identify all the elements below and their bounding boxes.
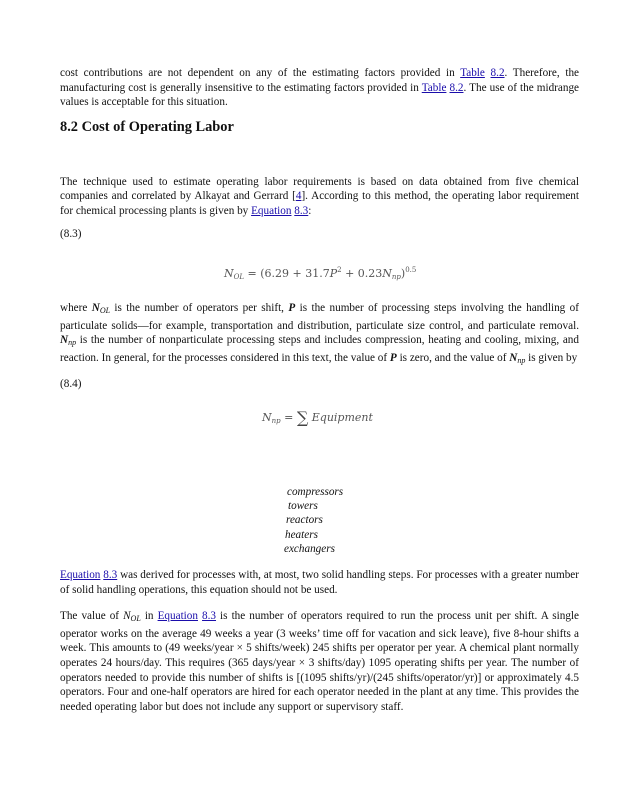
text: where bbox=[60, 302, 92, 315]
eq-symbol: N bbox=[382, 267, 392, 281]
text: cost contributions are not dependent on any of the estimating factors provided in bbox=[60, 67, 461, 79]
text: The technique used to estimate operating labor requirements is based on data obtained from five chemical companies and correlated by Alkayat and Gerrard [ bbox=[60, 175, 579, 203]
list-item: reactors bbox=[286, 514, 323, 527]
list-item: heaters bbox=[285, 528, 318, 541]
list-item: compressors bbox=[287, 486, 344, 498]
text: is zero, and the value of bbox=[396, 351, 510, 364]
var-p: P bbox=[288, 302, 296, 315]
var-subscript: OL bbox=[130, 614, 141, 624]
paragraph-technique bbox=[60, 175, 579, 219]
var-nol: N bbox=[91, 302, 100, 315]
equation-8-4 bbox=[60, 405, 579, 435]
equation-formula bbox=[224, 263, 416, 285]
var-subscript: np bbox=[68, 338, 77, 348]
var-nol: N bbox=[123, 610, 131, 623]
eq-text: + 0.23 bbox=[341, 267, 383, 281]
var-p: P bbox=[389, 351, 397, 364]
equipment-list bbox=[285, 485, 343, 556]
table-link[interactable]: Table bbox=[460, 67, 485, 79]
paragraph-intro bbox=[60, 66, 579, 110]
paragraph-operators bbox=[60, 609, 579, 714]
eq-text: ) bbox=[400, 267, 406, 281]
eq-text: = (6.29 + 31.7 bbox=[244, 267, 330, 281]
equation-link[interactable]: Equation bbox=[251, 204, 292, 217]
paragraph-validity bbox=[60, 568, 579, 597]
text: is the number of processing steps involving the handling of particulate solids—for example, transportation and distribution, particulate size control, and particulate removal. bbox=[60, 302, 579, 332]
eq-text: = bbox=[280, 411, 297, 425]
reference-link[interactable]: 4 bbox=[295, 190, 302, 203]
section-heading: 8.2 Cost of Operating Labor bbox=[60, 118, 234, 135]
table-number-link[interactable]: 8.2 bbox=[449, 81, 464, 94]
eq-symbol: N bbox=[262, 411, 272, 425]
equation-8-3 bbox=[60, 257, 579, 287]
equation-number-link[interactable]: 8.3 bbox=[103, 569, 118, 581]
text: : bbox=[308, 204, 312, 217]
eq-subscript: OL bbox=[233, 273, 245, 282]
table-number-link[interactable]: 8.2 bbox=[490, 67, 505, 79]
equation-formula bbox=[262, 408, 373, 429]
paragraph-definitions bbox=[60, 301, 579, 368]
table-link[interactable]: Table bbox=[421, 81, 447, 94]
text: was derived for processes with, at most, two solid handling steps. For processes with a greater number of solid handling operations, this equation should not be used. bbox=[60, 569, 580, 596]
text: is the number of operators required to run the process unit per shift. A single operator works on the average 49 weeks a year (3 weeks’ time off for vacation and sick leave), five 8-hour shifts a week. This amounts to (49 weeks/year × 5 shifts/week) 245 shifts per operator per year. A chemical plant normally operates 24 hours/day. This requires (365 days/year × 3 shifts/day) 1095 operating shifts per year. The number of operators needed to provide this number of shifts is [(1095 shifts/yr)/(245 shifts/operator/yr)] or approximately 4.5 operators. Four and one-half operators are hired for each operator needed in the plant at any time. This provides the needed operating labor but does not include any support or supervisory staff. bbox=[60, 610, 579, 713]
eq-subscript: np bbox=[271, 417, 281, 426]
text: in bbox=[140, 610, 158, 623]
var-nnp: N bbox=[509, 351, 518, 364]
list-item: exchangers bbox=[284, 542, 335, 555]
var-subscript: OL bbox=[99, 306, 111, 316]
text: The value of bbox=[60, 610, 124, 623]
eq-superscript: 2 bbox=[337, 266, 342, 275]
equation-number-link[interactable]: 8.3 bbox=[294, 204, 309, 217]
equation-number: (8.3) bbox=[60, 227, 82, 240]
equation-link[interactable]: Equation bbox=[157, 610, 198, 623]
text: is the number of nonparticulate processing steps and includes compression, heating and cooling, mixing, and reaction. In general, for the processes considered in this text, the value of bbox=[60, 334, 579, 364]
eq-symbol: P bbox=[329, 267, 338, 281]
text: . The use of the midrange values is acceptable for this situation. bbox=[60, 81, 580, 109]
text: ]. According to this method, the operating labor requirement for chemical processing plants is given by bbox=[60, 190, 579, 217]
eq-text: Equipment bbox=[308, 411, 373, 425]
equation-number-link[interactable]: 8.3 bbox=[202, 610, 217, 623]
var-subscript: np bbox=[517, 355, 526, 365]
text: is the number of operators per shift, bbox=[110, 302, 289, 315]
list-item: towers bbox=[288, 500, 318, 513]
eq-symbol: N bbox=[224, 267, 234, 281]
eq-subscript: np bbox=[391, 273, 401, 282]
page-content bbox=[60, 66, 579, 435]
text: . Therefore, the manufacturing cost is generally insensitive to the estimating factors provided in bbox=[60, 67, 580, 94]
eq-superscript: 0.5 bbox=[405, 266, 417, 275]
summation-icon: ∑ bbox=[296, 408, 309, 428]
text: is given by bbox=[525, 351, 578, 364]
equation-link[interactable]: Equation bbox=[60, 569, 101, 581]
var-nnp: N bbox=[60, 334, 69, 347]
equation-number: (8.4) bbox=[60, 377, 82, 390]
page-content-lower bbox=[60, 568, 579, 714]
